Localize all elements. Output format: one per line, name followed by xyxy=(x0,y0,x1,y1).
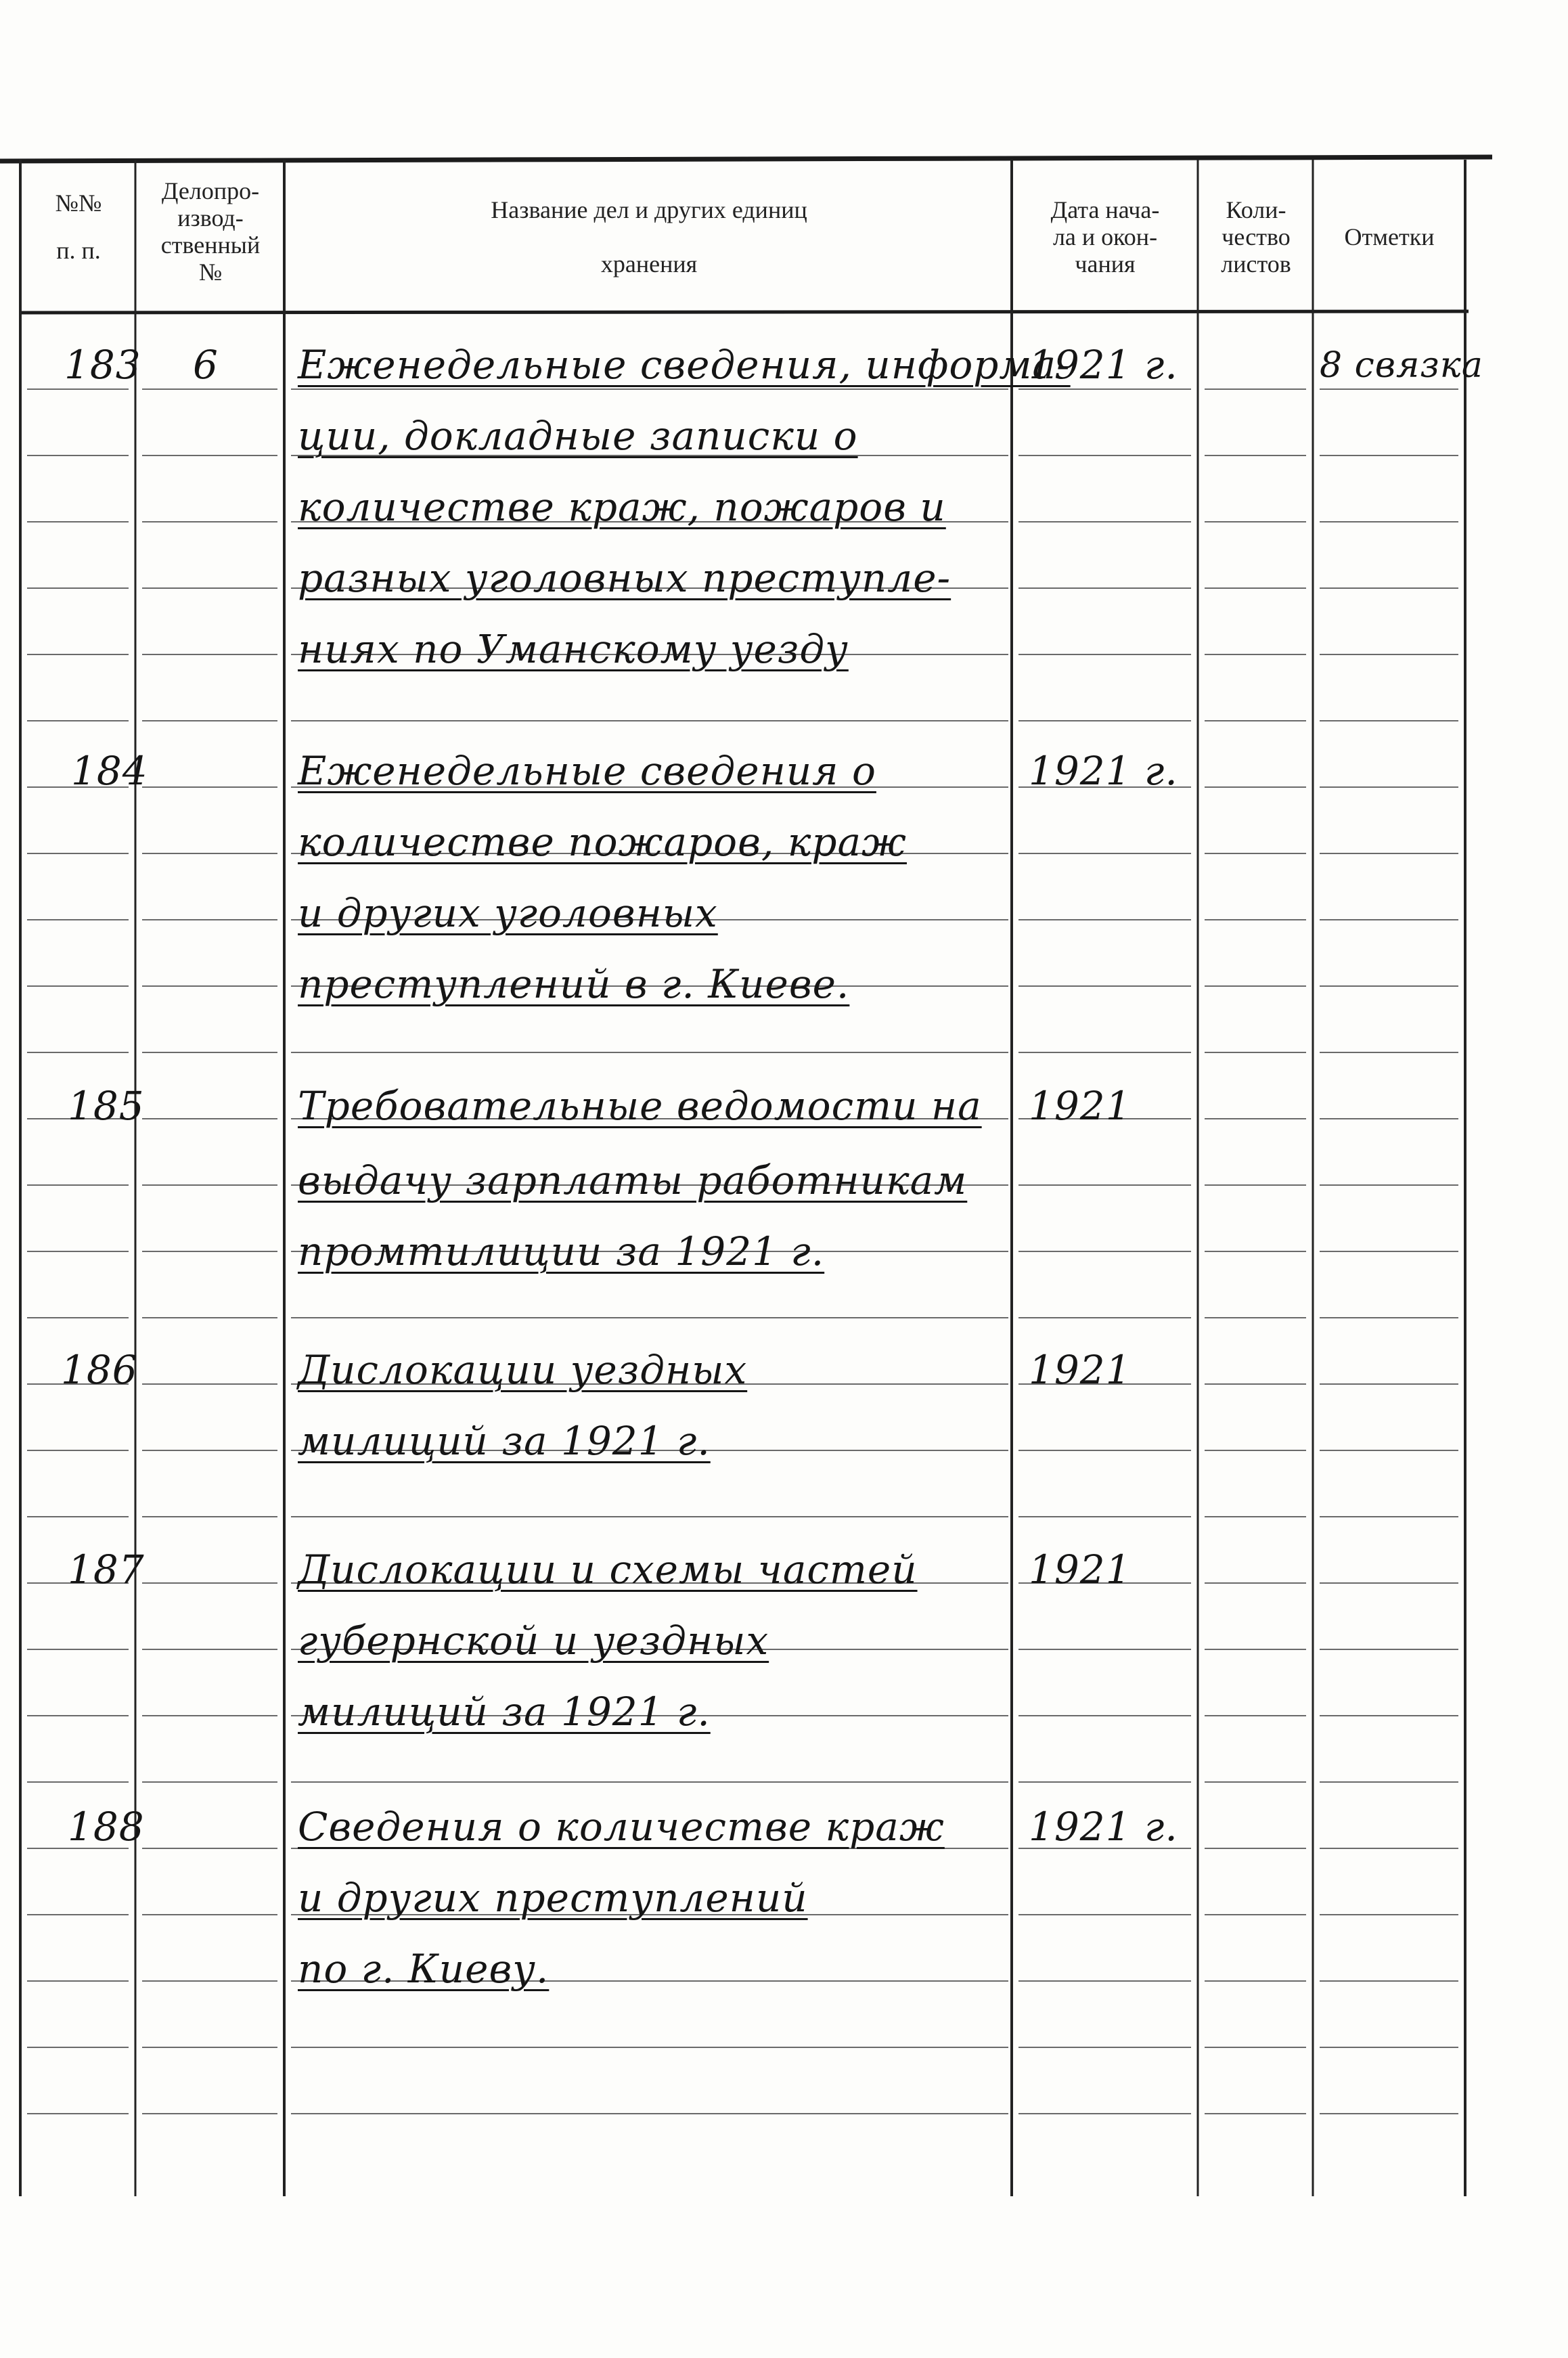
row-185-title-line3: промтилиции за 1921 г. xyxy=(298,1228,825,1274)
row-183-number: 183 xyxy=(64,342,141,388)
header-col-notes xyxy=(1315,223,1464,250)
row-183-case: 6 xyxy=(193,342,219,388)
header-col-title xyxy=(287,196,1011,277)
header-col-notes-label: Отметки xyxy=(1344,223,1435,250)
header-col-date-line2: ла и окон- xyxy=(1052,223,1158,250)
row-186-title-line1: Дислокации уездных xyxy=(298,1347,748,1393)
header-col-number xyxy=(23,190,134,264)
row-184-date: 1921 г. xyxy=(1029,748,1178,794)
row-188-title-line2: и других преступлений xyxy=(298,1875,808,1921)
row-188-title-line1: Сведения о количестве краж xyxy=(298,1804,945,1850)
row-187-title-line2: губернской и уездных xyxy=(298,1618,769,1664)
header-col-sheets-line1: Коли- xyxy=(1226,196,1286,223)
row-183-title-line1: Еженедельные сведения, информа- xyxy=(298,342,1071,388)
row-184-title-line4: преступлений в г. Киеве. xyxy=(298,961,850,1007)
header-col-case-line4: № xyxy=(198,259,223,286)
row-186-title-line2: милиций за 1921 г. xyxy=(298,1418,711,1464)
row-188-title-line3: по г. Киеву. xyxy=(298,1946,550,1992)
header-col-title-line1: Название дел и других единиц xyxy=(491,196,807,223)
row-186-date: 1921 xyxy=(1029,1347,1132,1393)
row-184-title-line1: Еженедельные сведения о xyxy=(298,748,876,794)
row-188-number: 188 xyxy=(68,1804,145,1850)
header-col-sheets-line2: чество xyxy=(1222,223,1291,250)
row-185-number: 185 xyxy=(68,1083,145,1129)
row-183-title-line5: ниях по Уманскому уезду xyxy=(298,626,849,672)
row-183-title-line4: разных уголовных преступле- xyxy=(298,555,951,601)
row-188-date: 1921 г. xyxy=(1029,1804,1178,1850)
header-col-sheets-line3: листов xyxy=(1221,250,1291,277)
row-183-title-line3: количестве краж, пожаров и xyxy=(298,484,946,530)
header-col-number-line2: п. п. xyxy=(56,237,101,264)
row-185-date: 1921 xyxy=(1029,1083,1132,1129)
row-186-number: 186 xyxy=(61,1347,138,1393)
header-col-date xyxy=(1014,196,1196,277)
row-184-number: 184 xyxy=(71,748,148,794)
header-col-date-line3: чания xyxy=(1075,250,1136,277)
row-187-date: 1921 xyxy=(1029,1547,1132,1593)
row-187-title-line1: Дислокации и схемы частей xyxy=(298,1547,918,1593)
row-185-title-line2: выдачу зарплаты работникам xyxy=(298,1157,968,1203)
row-187-number: 187 xyxy=(68,1547,145,1593)
row-183-title-line2: ции, докладные записки о xyxy=(298,413,858,459)
row-183-date: 1921 г. xyxy=(1029,342,1178,388)
row-184-title-line3: и других уголовных xyxy=(298,890,718,936)
header-col-case xyxy=(138,177,283,286)
row-187-title-line3: милиций за 1921 г. xyxy=(298,1689,711,1735)
row-185-title-line1: Требовательные ведомости на xyxy=(298,1083,982,1129)
header-col-date-line1: Дата нача- xyxy=(1050,196,1160,223)
header-col-case-line2: извод- xyxy=(177,204,244,231)
header-col-case-line1: Делопро- xyxy=(161,177,260,204)
header-col-title-line2: хранения xyxy=(600,250,698,277)
header-col-case-line3: ственный xyxy=(160,231,261,259)
header-col-number-line1: №№ xyxy=(55,190,102,217)
row-184-title-line2: количестве пожаров, краж xyxy=(298,819,907,865)
header-col-sheets xyxy=(1200,196,1312,277)
row-183-note: 8 связка xyxy=(1320,345,1483,386)
